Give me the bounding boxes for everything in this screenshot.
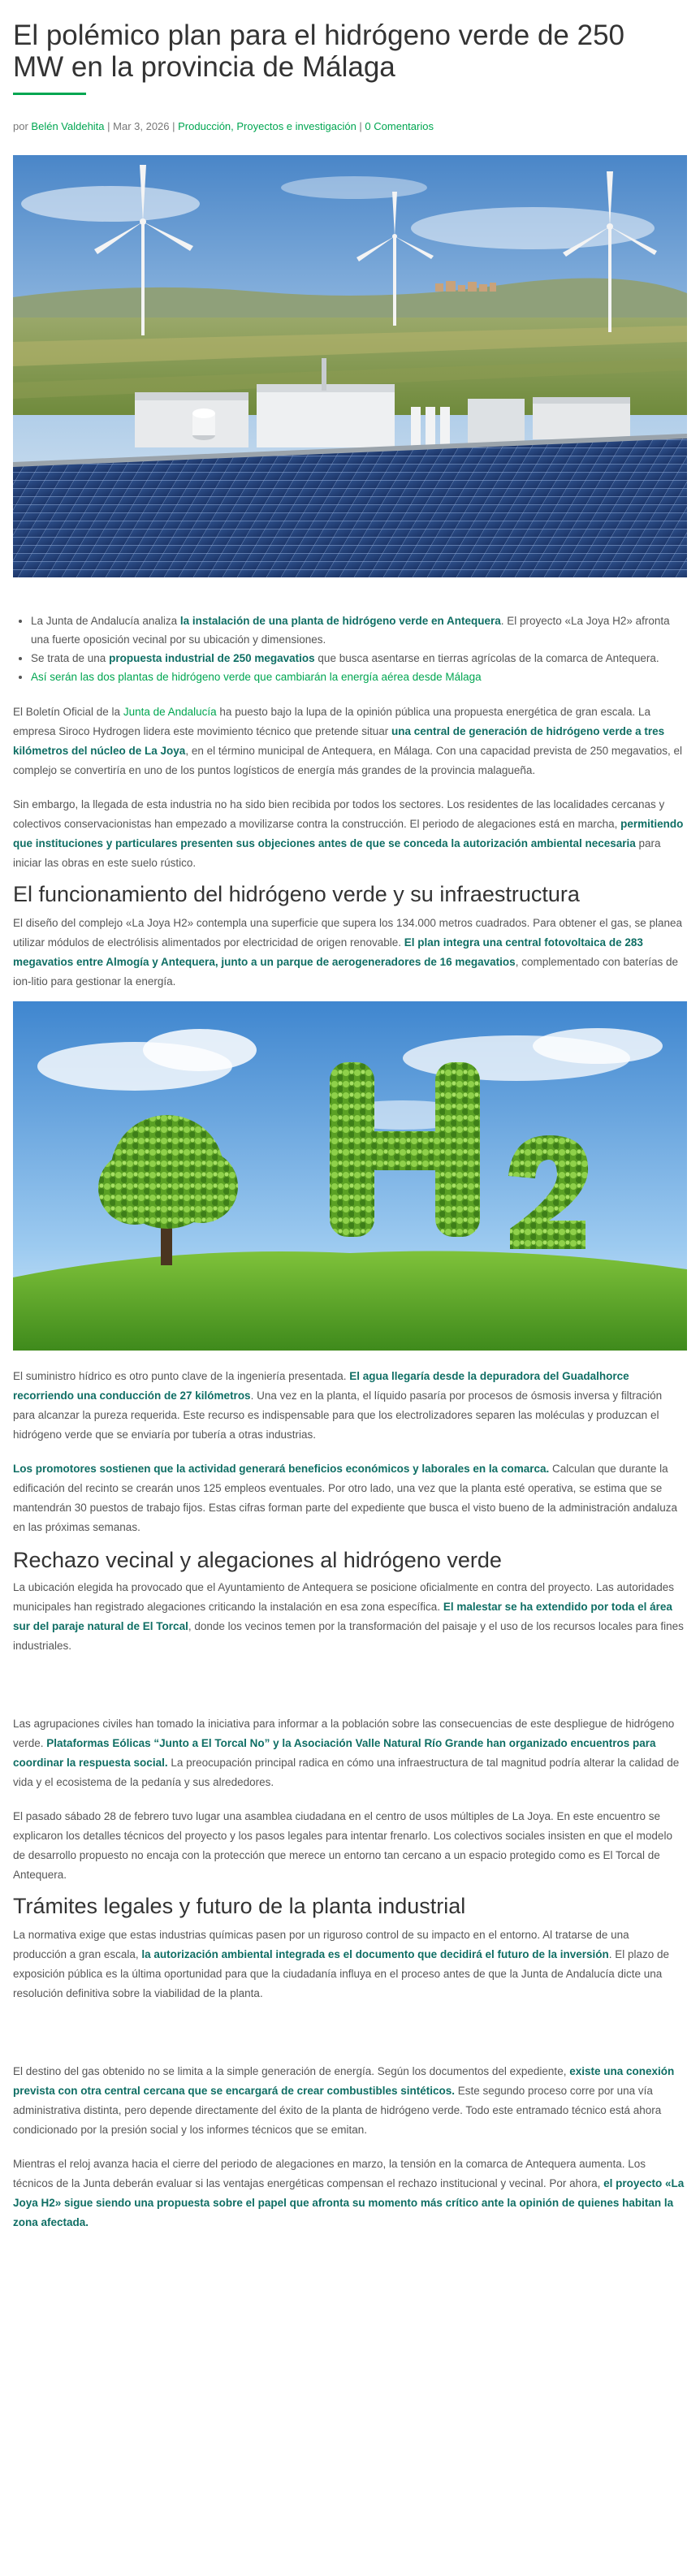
author-link[interactable]: Belén Valdehita xyxy=(31,120,105,132)
meta-by: por xyxy=(13,120,28,132)
post-date: Mar 3, 2026 xyxy=(113,120,170,132)
paragraph: El destino del gas obtenido no se limita a la simple generación de energía. Según los documentos del expediente, existe una conexión prevista con otra central cercana que se encargará de crear combustibles sintéticos. Este segundo proceso corre por una vía administrativa distinta, pero depende directamente del éxito de la planta de hidrógeno verde. Todo este entramado técnico está ahora condicionado por la presión social y los informes técnicos que se emitan. xyxy=(13,2065,675,2136)
meta-sep: | xyxy=(104,120,114,132)
comments-link[interactable]: 0 Comentarios xyxy=(365,120,434,132)
h2-leaves-image xyxy=(13,1001,687,1351)
list-item xyxy=(31,668,689,686)
bullet-highlight: la instalación de una planta de hidrógeno verde en Antequera xyxy=(179,615,501,627)
section-heading: Trámites legales y futuro de la planta industrial xyxy=(13,1894,466,1918)
page-title: El polémico plan para el hidrógeno verde de 250 MW en la provincia de Málaga xyxy=(13,19,625,83)
paragraph: La ubicación elegida ha provocado que el Ayuntamiento de Antequera se posicione oficialmente en contra del proyecto. Las autoridades municipales han registrado alegaciones criticando la instalación en esa zona específica. El malestar se ha extendido por toda el área sur del paraje natural de El Torcal, donde los vecinos temen por la transformación del paisaje y el uso de los recursos locales para fines industriales. xyxy=(13,1581,684,1652)
paragraph: Los promotores sostienen que la actividad generará beneficios económicos y laborales en la comarca. Calculan que durante la edificación del recinto se crearán unos 125 empleos eventuales. Por otro lado, una vez que la planta esté operativa, se estima que se mantendrán 30 puestos de trabajo fijos. Estas cifras forman parte del expediente que busca el visto bueno de la administración andaluza en las próximas semanas. xyxy=(13,1463,678,1533)
category-links[interactable]: Producción, Proyectos e investigación xyxy=(178,120,356,132)
paragraph: La normativa exige que estas industrias químicas pasen por un riguroso control de su impacto en el entorno. Al tratarse de una producción a gran escala, la autorización ambiental integrada es el documento que decidirá el futuro de la inversión. El plazo de exposición pública es la última oportunidad para que la ciudadanía influya en el proceso antes de que la Junta de Andalucía dicte una resolución definitiva sobre la viabilidad de la planta. xyxy=(13,1929,670,1999)
junta-andalucia-link[interactable]: Junta de Andalucía xyxy=(123,706,217,718)
tree-h2-illustration xyxy=(13,1001,687,1351)
paragraph: El pasado sábado 28 de febrero tuvo lugar una asamblea ciudadana en el centro de usos múltiples de La Joya. En este encuentro se explicaron los detalles técnicos del proyecto y los pasos legales para intentar frenarlo. Los colectivos sociales insisten en que el modelo de desarrollo propuesto no encaja con la protección que merece un entorno tan cercano a un espacio protegido como es El Torcal de Antequera. xyxy=(13,1810,672,1881)
section-heading: Rechazo vecinal y alegaciones al hidrógeno verde xyxy=(13,1548,502,1572)
bullet-highlight: propuesta industrial de 250 megavatios xyxy=(109,652,315,664)
list-item: • Se trata de una propuesta industrial de 250 megavatios que busca asentarse en tierras agrícolas de la comarca de Antequera. xyxy=(31,649,689,668)
meta-sep: | xyxy=(356,120,365,132)
paragraph: El suministro hídrico es otro punto clave de la ingeniería presentada. El agua llegaría desde la depuradora del Guadalhorce recorriendo una conducción de 27 kilómetros. Una vez en la planta, el líquido pasaría por procesos de ósmosis inversa y filtración para alcanzar la pureza requerida. Este recurso es indispensable para que los electrolizadores separen las moléculas y produzcan el hidrógeno verde que se enviaría por tubería a otras industrias. xyxy=(13,1370,663,1441)
title-underline xyxy=(13,93,86,95)
section-heading: El funcionamiento del hidrógeno verde y su infraestructura xyxy=(13,882,580,906)
hydrogen-plant-illustration xyxy=(13,155,687,577)
meta-sep: | xyxy=(169,120,179,132)
related-article-link[interactable]: Así serán las dos plantas de hidrógeno verde que cambiarán la energía aérea desde Málaga xyxy=(31,671,482,683)
post-meta xyxy=(13,119,700,134)
summary-bullets xyxy=(13,612,689,686)
list-item: • La Junta de Andalucía analiza la instalación de una planta de hidrógeno verde en Antequera. El proyecto «La Joya H2» afronta una fuerte oposición vecinal por su ubicación y dimensiones. xyxy=(31,612,689,649)
paragraph: Sin embargo, la llegada de esta industria no ha sido bien recibida por todos los sectores. Los residentes de las localidades cercanas y colectivos conservacionistas han empezado a movilizarse contra la construcción. El periodo de alegaciones está en marcha, permitiendo que instituciones y particulares presenten sus objeciones antes de que se conceda la autorización ambiental necesaria para iniciar las obras en este suelo rústico. xyxy=(13,798,684,869)
hero-image xyxy=(13,155,687,577)
paragraph: Mientras el reloj avanza hacia el cierre del periodo de alegaciones en marzo, la tensión en la comarca de Antequera aumenta. Los técnicos de la Junta deberán evaluar si las ventajas energéticas compensan el rechazo institucional y vecinal. Por ahora, el proyecto «La Joya H2» sigue siendo una propuesta sobre el papel que afronta su momento más crítico ante la opinión de quienes habitan la zona afectada. xyxy=(13,2158,685,2228)
paragraph: El Boletín Oficial de la Junta de Andalucía ha puesto bajo la lupa de la opinión pública una propuesta energética de gran escala. La empresa Siroco Hydrogen lidera este movimiento técnico que pretende situar una central de generación de hidrógeno verde a tres kilómetros del núcleo de La Joya, en el término municipal de Antequera, en Málaga. Con una capacidad prevista de 250 megavatios, el complejo se convertiría en uno de los puntos logísticos de energía más grandes de la provincia malagueña. xyxy=(13,706,682,776)
paragraph: Las agrupaciones civiles han tomado la iniciativa para informar a la población sobre las consecuencias de este despliegue de hidrógeno verde. Plataformas Eólicas “Junto a El Torcal No” y la Asociación Valle Natural Río Grande han organizado encuentros para coordinar la respuesta social. La preocupación principal radica en cómo una infraestructura de tal magnitud podría alterar la calidad de vida y el ecosistema de la pedanía y sus alrededores. xyxy=(13,1718,680,1788)
paragraph: El diseño del complejo «La Joya H2» contempla una superficie que supera los 134.000 metros cuadrados. Para obtener el gas, se planea utilizar módulos de electrólisis alimentados por electricidad de origen renovable. El plan integra una central fotovoltaica de 283 megavatios entre Almogía y Antequera, junto a un parque de aerogeneradores de 16 megavatios, complementado con baterías de ion-litio para gestionar la energía. xyxy=(13,917,683,988)
